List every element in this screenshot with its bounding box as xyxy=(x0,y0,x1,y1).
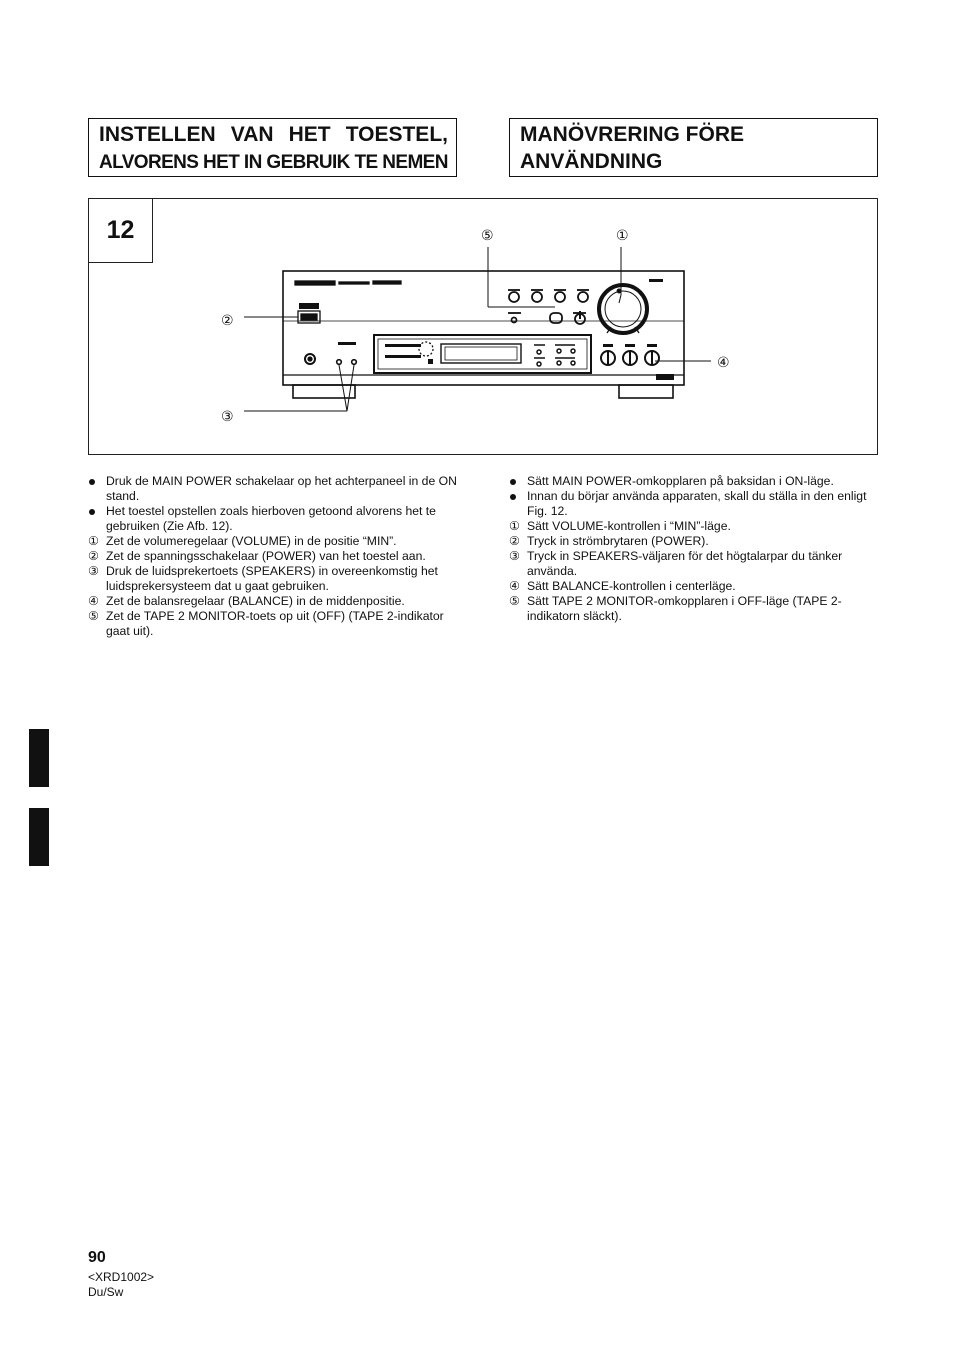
page-number: 90 xyxy=(88,1249,106,1266)
bullet-icon xyxy=(89,509,95,515)
receiver-front-panel-illustration xyxy=(89,199,879,456)
heading-swedish xyxy=(520,121,869,175)
bullet-icon xyxy=(89,479,95,485)
list-item: Sätt MAIN POWER-omkopplaren på baksidan i ON-läge. xyxy=(509,474,881,489)
heading-dutch-line1: INSTELLEN VAN HET TOESTEL, xyxy=(99,123,448,146)
footer-codes xyxy=(88,1270,154,1300)
list-item: ① Sätt VOLUME-kontrollen i “MIN”-läge. xyxy=(509,519,731,533)
bullet-icon xyxy=(510,479,516,485)
section-index-bar-dutch xyxy=(29,729,49,787)
heading-swedish-line2: ANVÄNDNING xyxy=(520,150,663,173)
heading-dutch-line2: ALVORENS HET IN GEBRUIK TE NEMEN xyxy=(99,152,448,173)
instructions-swedish xyxy=(509,474,881,624)
callout-5-label: ⑤ xyxy=(481,228,494,244)
list-item: ④ Zet de balansregelaar (BALANCE) in de middenpositie. xyxy=(88,594,405,608)
instruction-list-swedish xyxy=(509,474,881,624)
figure-12 xyxy=(88,198,878,455)
figure-number: 12 xyxy=(88,198,153,263)
instructions-dutch xyxy=(88,474,460,639)
list-item: ③ Tryck in SPEAKERS-väljaren för det högtalarpar du tänker använda. xyxy=(509,549,843,578)
heading-box-swedish xyxy=(509,118,878,177)
callout-4-label: ④ xyxy=(717,355,730,371)
list-item: ⑤ Sätt TAPE 2 MONITOR-omkopplaren i OFF-läge (TAPE 2-indikatorn släckt). xyxy=(509,594,842,623)
callout-1-label: ① xyxy=(616,228,629,244)
bullet-icon xyxy=(510,494,516,500)
list-item: ③ Druk de luidsprekertoets (SPEAKERS) in overeenkomstig het luidsprekersysteem dat u gaat gebruiken. xyxy=(88,564,438,593)
section-index-bar-swedish xyxy=(29,808,49,866)
list-item: ④ Sätt BALANCE-kontrollen i centerläge. xyxy=(509,579,736,593)
list-item: ① Zet de volumeregelaar (VOLUME) in de positie “MIN”. xyxy=(88,534,397,548)
callout-2-label: ② xyxy=(221,313,234,329)
list-item: Innan du börjar använda apparaten, skall du ställa in den enligt Fig. 12. xyxy=(509,489,881,519)
list-item: Druk de MAIN POWER schakelaar op het achterpaneel in de ON stand. xyxy=(88,474,460,504)
list-item: ② Zet de spanningsschakelaar (POWER) van het toestel aan. xyxy=(88,549,426,563)
heading-swedish-line1: MANÖVRERING FÖRE xyxy=(520,123,745,146)
heading-dutch xyxy=(99,121,448,176)
model-code: <XRD1002> xyxy=(88,1270,155,1284)
callout-3-label: ③ xyxy=(221,409,234,425)
heading-box-dutch xyxy=(88,118,457,177)
list-item: Het toestel opstellen zoals hierboven getoond alvorens het te gebruiken (Zie Afb. 12). xyxy=(88,504,460,534)
language-code: Du/Sw xyxy=(88,1285,124,1299)
instruction-list-dutch xyxy=(88,474,460,639)
list-item: ⑤ Zet de TAPE 2 MONITOR-toets op uit (OFF) (TAPE 2-indikator gaat uit). xyxy=(88,609,444,638)
list-item: ② Tryck in strömbrytaren (POWER). xyxy=(509,534,709,548)
